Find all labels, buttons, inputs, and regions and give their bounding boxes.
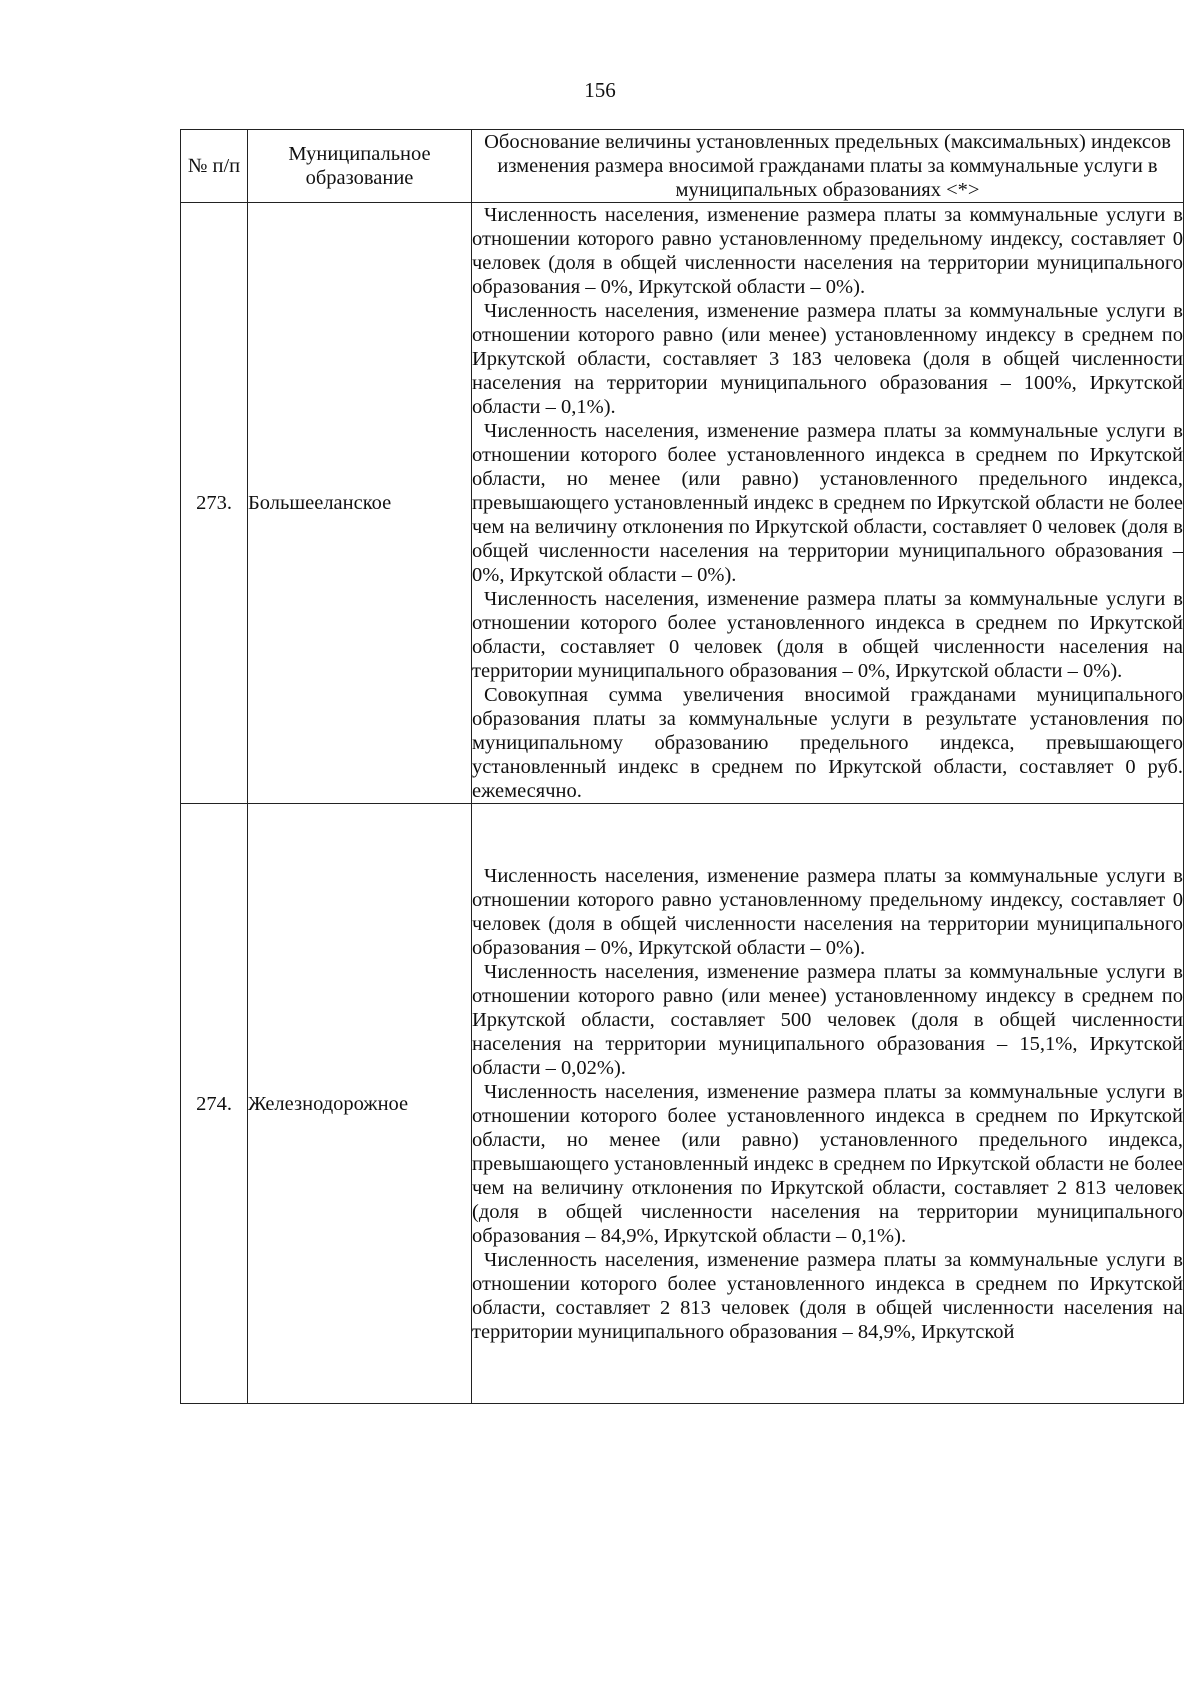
justification-paragraph: Численность населения, изменение размера платы за коммунальные услуги в отношении которого более установленного индекса в среднем по Иркутской области, но менее (или равно) установленного предельного индекса, превышающего установленный индекс в среднем по Иркутской области не более чем на величину отклонения по Иркутской области, составляет 2 813 человек (доля в общей численности населения на территории муниципального образования – 84,9%, Иркутской области – 0,1%). xyxy=(472,1080,1183,1247)
header-municipality: Муниципальное образование xyxy=(248,130,472,203)
justification-cell xyxy=(472,203,1184,804)
justification-paragraph: Численность населения, изменение размера платы за коммунальные услуги в отношении которого равно установленному предельному индексу, составляет 0 человек (доля в общей численности населения на территории муниципального образования – 0%, Иркутской области – 0%). xyxy=(472,864,1183,959)
justification-paragraph: Численность населения, изменение размера платы за коммунальные услуги в отношении которого равно (или менее) установленному индексу в среднем по Иркутской области, составляет 3 183 человека (доля в общей численности населения на территории муниципального образования – 100%, Иркутской области – 0,1%). xyxy=(472,300,1183,418)
justification-paragraph: Численность населения, изменение размера платы за коммунальные услуги в отношении которого более установленного индекса в среднем по Иркутской области, составляет 2 813 человек (доля в общей численности населения на территории муниципального образования – 84,9%, Иркутской xyxy=(472,1248,1183,1343)
justification-paragraph: Численность населения, изменение размера платы за коммунальные услуги в отношении которого более установленного индекса в среднем по Иркутской области, но менее (или равно) установленного предельного индекса, превышающего установленный индекс в среднем по Иркутской области не более чем на величину отклонения по Иркутской области, составляет 0 человек (доля в общей численности населения на территории муниципального образования – 0%, Иркутской области – 0%). xyxy=(472,420,1183,586)
municipality-name: Большееланское xyxy=(248,203,472,804)
justification-cell xyxy=(472,804,1184,1404)
justification-paragraph: Совокупная сумма увеличения вносимой гражданами муниципального образования платы за коммунальные услуги в результате установления по муниципальному образованию предельного индекса, превышающего установленный индекс в среднем по Иркутской области, составляет 0 руб. ежемесячно. xyxy=(472,684,1183,802)
row-number: 273. xyxy=(181,203,248,804)
index-justification-table xyxy=(180,129,1184,1404)
header-number: № п/п xyxy=(181,130,248,203)
municipality-name: Железнодорожное xyxy=(248,804,472,1404)
row-number: 274. xyxy=(181,804,248,1404)
table-row xyxy=(181,203,1184,804)
justification-paragraph: Численность населения, изменение размера платы за коммунальные услуги в отношении которого равно установленному предельному индексу, составляет 0 человек (доля в общей численности населения на территории муниципального образования – 0%, Иркутской области – 0%). xyxy=(472,204,1183,298)
table-row xyxy=(181,804,1184,1404)
table-header-row xyxy=(181,130,1184,203)
justification-paragraph: Численность населения, изменение размера платы за коммунальные услуги в отношении которого равно (или менее) установленному индексу в среднем по Иркутской области, составляет 500 человек (доля в общей численности населения на территории муниципального образования – 15,1%, Иркутской области – 0,02%). xyxy=(472,960,1183,1079)
page-number: 156 xyxy=(584,78,616,102)
justification-paragraph: Численность населения, изменение размера платы за коммунальные услуги в отношении которого более установленного индекса в среднем по Иркутской области, составляет 0 человек (доля в общей численности населения на территории муниципального образования – 0%, Иркутской области – 0%). xyxy=(472,588,1183,682)
header-justification: Обоснование величины установленных предельных (максимальных) индексов изменения размера вносимой гражданами платы за коммунальные услуги в муниципальных образованиях <*> xyxy=(472,130,1184,203)
